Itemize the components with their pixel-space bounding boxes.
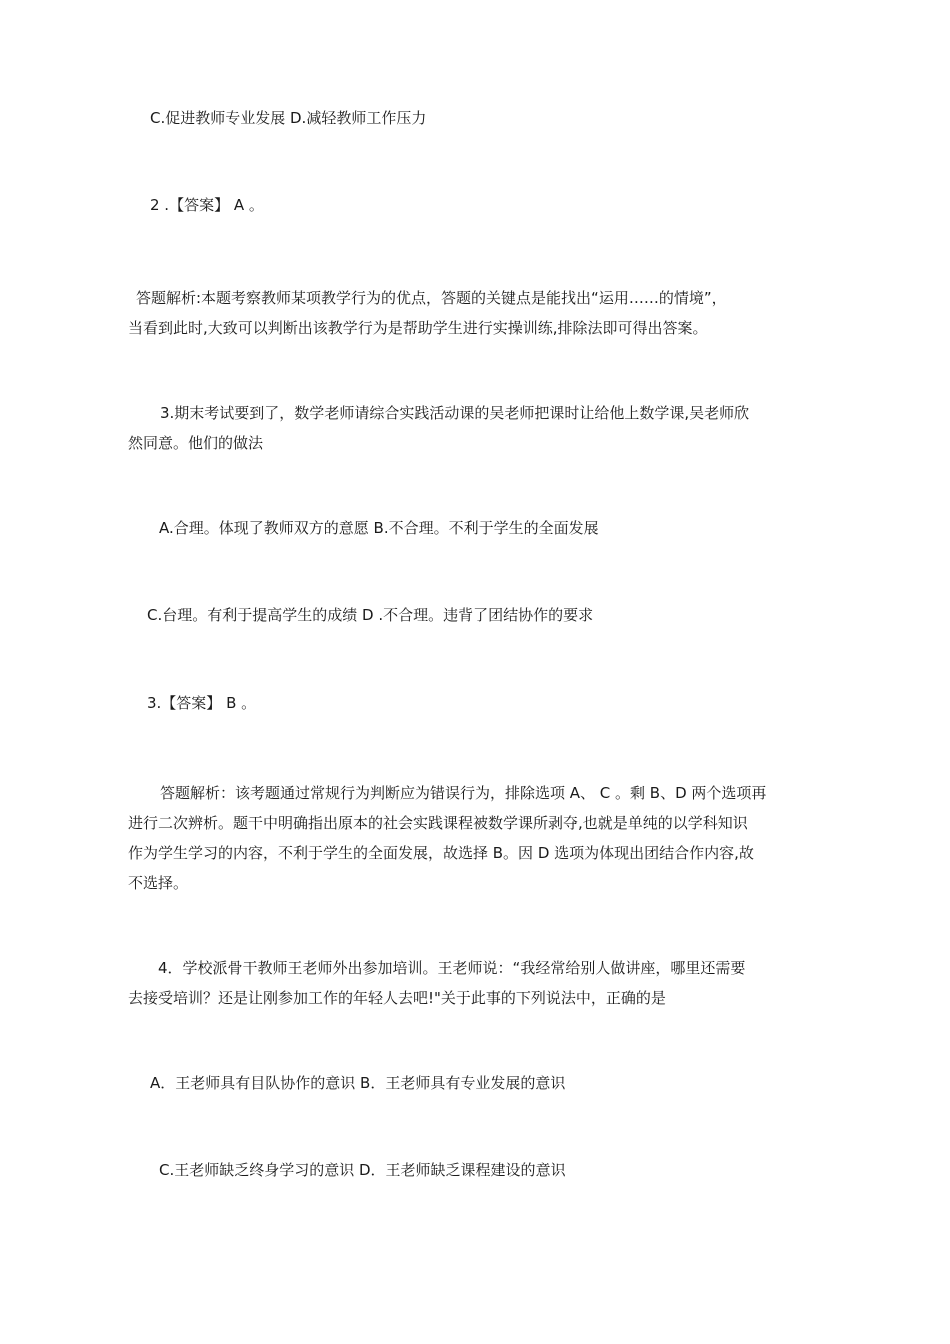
analysis-3-line-4: 不选择。	[128, 874, 189, 892]
question-4-options-c-d: C.王老师缺乏终身学习的意识 D．王老师缺乏课程建设的意识	[159, 1161, 566, 1179]
analysis-3	[128, 778, 766, 898]
answer-2: 2 .【答案】 A 。	[150, 196, 264, 214]
analysis-2-line-2: 当看到此时,大致可以判断出该教学行为是帮助学生进行实操训练,排除法即可得出答案。	[128, 319, 708, 337]
question-4-options-a-b: A．王老师具有目队协作的意识 B．王老师具有专业发展的意识	[150, 1074, 566, 1092]
analysis-2	[128, 283, 727, 343]
question-3-options-a-b: A.合理。体现了教师双方的意愿 B.不合理。不利于学生的全面发展	[159, 519, 599, 537]
question-4-line-2: 去接受培训？还是让刚参加工作的年轻人去吧!"关于此事的下列说法中，正确的是	[128, 989, 666, 1007]
analysis-3-line-2: 进行二次辨析。题干中明确指出原本的社会实践课程被数学课所剥夺,也就是单纯的以学科知识	[128, 814, 748, 832]
analysis-3-line-3: 作为学生学习的内容，不利于学生的全面发展，故选择 B。因 D 选项为体现出团结合作内容,故	[128, 844, 754, 862]
question-3-options-c-d: C.台理。有利于提高学生的成绩 D .不合理。违背了团结协作的要求	[147, 606, 594, 624]
question-4-line-1: 4．学校派骨干教师王老师外出参加培训。王老师说：“我经常给别人做讲座，哪里还需要	[158, 959, 746, 977]
question-3-line-1: 3.期末考试要到了，数学老师请综合实践活动课的吴老师把课时让给他上数学课,吴老师欣	[160, 404, 750, 422]
question-3-line-2: 然同意。他们的做法	[128, 434, 264, 452]
answer-3: 3.【答案】 B 。	[147, 694, 257, 712]
analysis-3-line-1: 答题解析：该考题通过常规行为判断应为错误行为，排除选项 A、 C 。剩 B、D 两个选项再	[160, 784, 767, 802]
option-line-c-d: C.促进教师专业发展 D.减轻教师工作压力	[150, 109, 427, 127]
question-4	[128, 953, 745, 1013]
question-3	[128, 398, 749, 458]
analysis-2-line-1: 答题解析:本题考察教师某项教学行为的优点，答题的关键点是能找出“运用……的情境”，	[136, 289, 727, 307]
